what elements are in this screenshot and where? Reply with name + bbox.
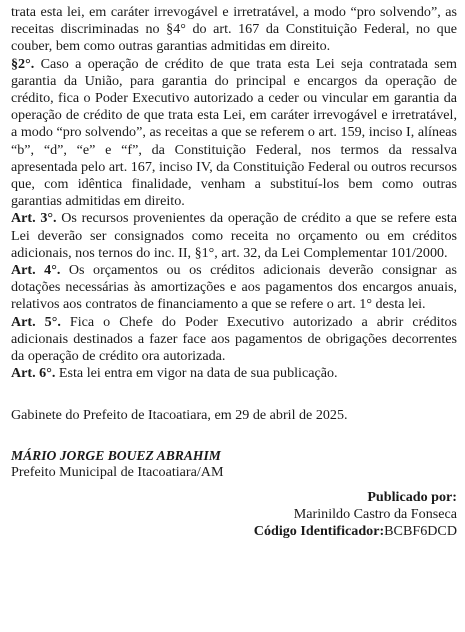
paragraph-label: Art. 4°.	[11, 262, 61, 279]
identifier-value: BCBF6DCD	[384, 523, 457, 540]
paragraph-continuation	[11, 4, 457, 56]
paragraph-text: Caso a operação de crédito de que trata esta Lei seja contratada sem garantia da União, para garantia do principal e encargos da operação de crédito, fica o Poder Executivo autorizado a ceder ou vincular em garantia da operação de crédito de que trata esta Lei, em caráter irrevogável e irretratável, a modo “pro solvendo”, as receitas a que se referem o art. 159, inciso I, alíneas “b”, “d”, “e” e “f”, da Constituição Federal, nos termos da ressalva apresentada pelo art. 167, inciso IV, da Constituição Federal ou outros recursos que, com idêntica finalidade, venham a substituí-los bem como outras garantias admitidas em direito.	[11, 55, 457, 210]
paragraph-art-4	[11, 262, 457, 314]
paragraph-section-2	[11, 56, 457, 211]
identifier-line	[11, 523, 457, 540]
signatory-name: MÁRIO JORGE BOUEZ ABRAHIM	[11, 447, 221, 463]
paragraph-text: Os recursos provenientes da operação de crédito a que se refere esta Lei deverão ser consignados como receita no orçamento ou em créditos adicionais, nos ternos do inc. II, §1°, art. 32, da Lei Complementar 101/2000.	[11, 210, 458, 261]
paragraph-art-3	[11, 210, 457, 262]
paragraph-text: trata esta lei, em caráter irrevogável e irretratável, a modo “pro solvendo”, as receitas discriminadas no §4° do art. 167 da Constituição Federal, no que couber, bem como outras garantias admitidas em direito.	[11, 4, 457, 55]
identifier-label: Código Identificador:	[253, 523, 385, 540]
signatory-role: Prefeito Municipal de Itacoatiara/AM	[11, 463, 224, 480]
paragraph-label: Art. 3°.	[11, 210, 57, 227]
closing-line: Gabinete do Prefeito de Itacoatiara, em 29 de abril de 2025.	[11, 407, 348, 424]
paragraph-label: Art. 5°.	[11, 313, 61, 330]
paragraph-text: Esta lei entra em vigor na data de sua publicação.	[55, 365, 338, 382]
paragraph-art-6	[11, 365, 457, 382]
paragraph-art-5	[11, 314, 457, 366]
publication-block	[11, 489, 457, 541]
paragraph-label: Art. 6°.	[11, 365, 56, 382]
published-by-label: Publicado por:	[367, 488, 457, 505]
paragraph-text: Fica o Chefe do Poder Executivo autorizado a abrir créditos adicionais destinados a fazer face aos pagamentos de obrigações decorrentes da operação de crédito ora autorizada.	[11, 313, 457, 365]
document-page	[11, 4, 457, 541]
paragraph-label: §2°.	[11, 55, 35, 72]
paragraph-text: Os orçamentos ou os créditos adicionais deverão consignar as dotações necessárias às amortizações e aos pagamentos dos encargos anuais, relativos aos contratos de financiamento a que se refere o art. 1° desta lei.	[11, 262, 457, 313]
publisher-name: Marinildo Castro da Fonseca	[293, 505, 457, 522]
